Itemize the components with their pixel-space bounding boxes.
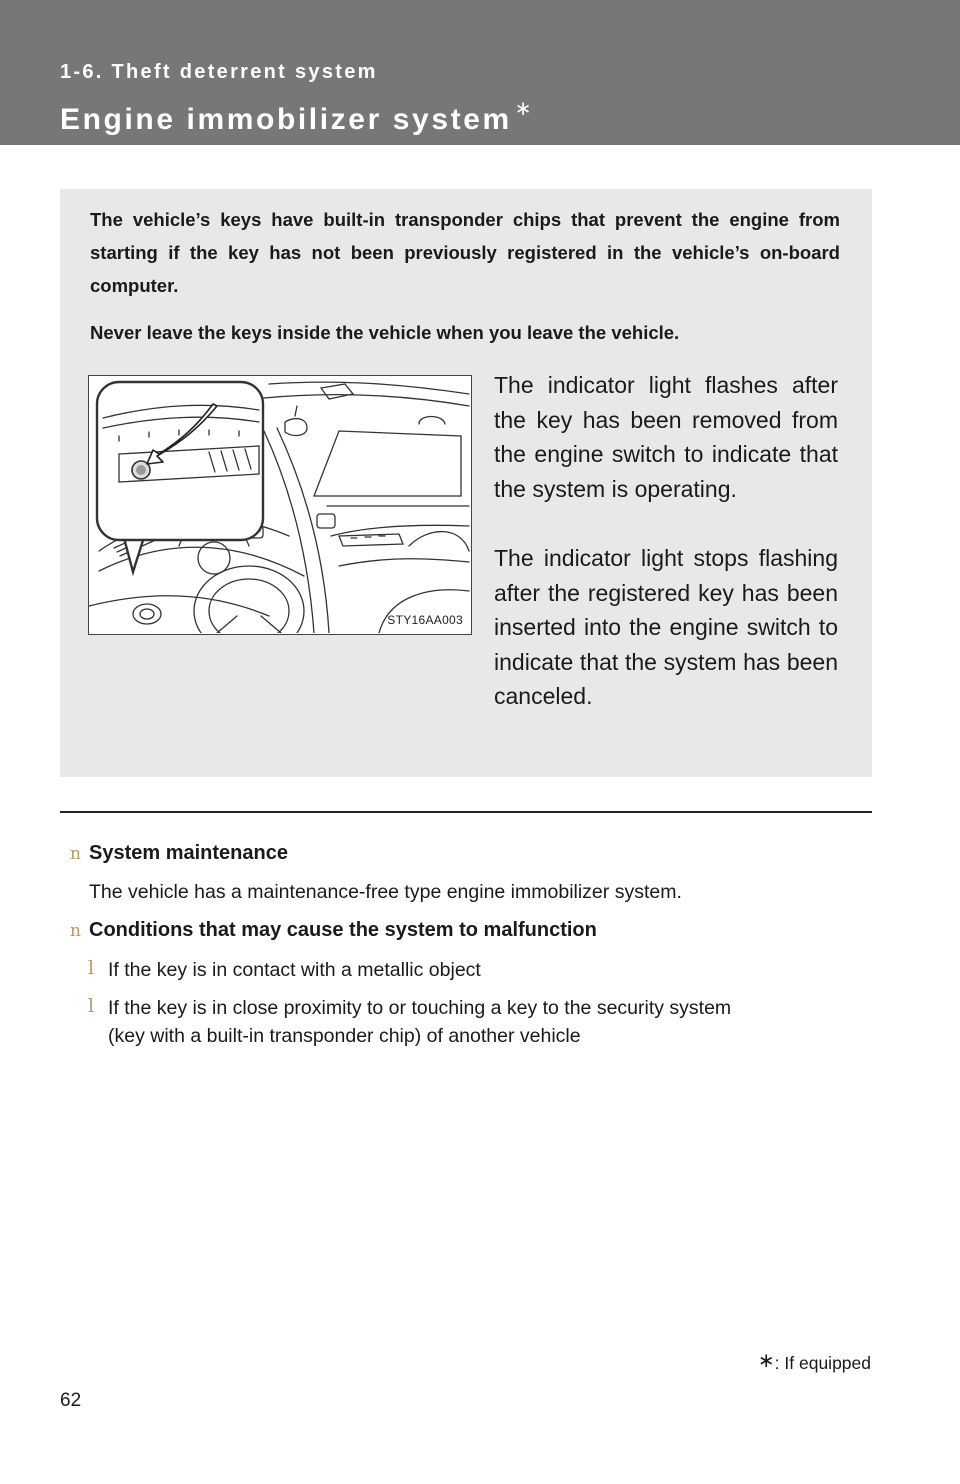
square-bullet-icon: n [70,921,81,941]
page-number: 62 [60,1390,82,1411]
round-bullet-icon: l [88,957,95,979]
footnote [758,1348,871,1374]
warning-paragraph: Never leave the keys inside the vehicle when you leave the vehicle. [90,322,680,343]
section-label: 1-6. Theft deterrent system [60,61,378,83]
footnote-text: : If equipped [774,1353,871,1373]
dashboard-drawing-icon [89,376,470,633]
square-bullet-icon: n [70,844,81,864]
indicator-flash-description: The indicator light flashes after the key has been removed from the engine switch to indicate that the system is operating. [494,372,838,502]
malfunction-heading [70,919,597,942]
maintenance-body: The vehicle has a maintenance-free type engine immobilizer system. [89,881,682,903]
equipment-asterisk-icon: ∗ [514,98,535,120]
condition-item-continued: (key with a built-in transponder chip) of another vehicle [108,1025,581,1047]
malfunction-heading-text: Conditions that may cause the system to malfunction [89,919,597,941]
info-box [60,189,872,777]
condition-item: If the key is in close proximity to or touching a key to the security system [108,997,732,1019]
condition-item: If the key is in contact with a metallic object [108,959,481,981]
indicator-stop-description: The indicator light stops flashing after the registered key has been inserted into the engine switch to indicate that the system has been canceled. [494,545,838,709]
chapter-header [0,0,960,145]
maintenance-heading [70,842,288,865]
footnote-asterisk-icon: ∗ [757,1350,775,1372]
round-bullet-icon: l [88,995,95,1017]
maintenance-heading-text: System maintenance [89,842,288,864]
dashboard-illustration [88,375,472,635]
page-title-text: Engine immobilizer system [60,103,512,136]
figure-code: STY16AA003 [387,613,463,627]
section-divider [60,811,872,813]
page-title [60,96,534,137]
intro-paragraph: The vehicle’s keys have built-in transponder chips that prevent the engine from starting if the key has not been previously registered in the vehicle’s on-board computer. [90,209,840,296]
